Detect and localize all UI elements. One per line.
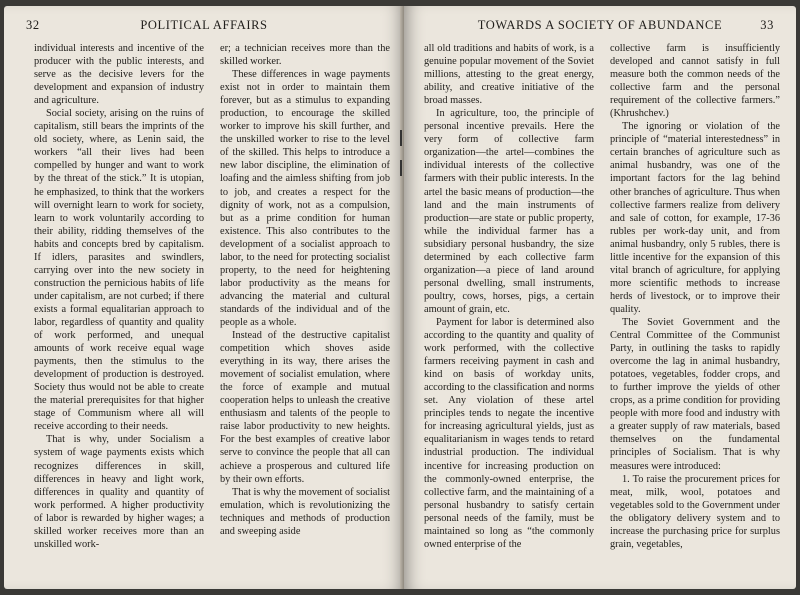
- right-page-number: 33: [760, 18, 774, 32]
- left-column-1: [34, 42, 204, 551]
- paragraph: The ignoring or violation of the principle of “material interestedness” in certain branches of agriculture such as animal husbandry, was one of the important factors for the lag behind other branches of agriculture. Thus when collective farmers realize from delivery and sale of cotton, for example, 17-36 rubles per work-day unit, and from animal husbandry, only 5 rubles, there is little incentive for the expansion of this vital branch of agriculture, for applying more scientific methods to increase herds of livestock, or to improve their quality.: [610, 121, 780, 315]
- left-running-head: POLITICAL AFFAIRS: [140, 18, 268, 32]
- paragraph: These differences in wage payments exist not in order to maintain them forever, but as a stimulus to expanding production, to encourage the skilled worker to improve his skill further, and the unskilled worker to rise to the level of the skilled. This helps to introduce a new labor discipline, the elimination of loafing and the aimless shifting from job to job, and creates a respect for the dignity of work, not as a compulsion, but as a prime condition for human existence. This also contributes to the development of a socialist approach to labor, to the need for protecting socialist property, to the need for heightening labor productivity as the means for advancing the material and cultural standards of the individual and of the people as a whole.: [220, 69, 390, 328]
- paragraph: all old traditions and habits of work, is a genuine popular movement of the Soviet millions, attesting to the great energy, ability, and creative initiative of the broad masses.: [424, 43, 594, 107]
- right-column-1: [424, 42, 594, 551]
- paragraph: collective farm is insufficiently developed and cannot satisfy in full measure both the common needs of the collective farm and the personal requirement of the collective farmers.” (Khrushchev.): [610, 43, 780, 120]
- paragraph: er; a technician receives more than the skilled worker.: [220, 43, 390, 68]
- gutter-mark: [400, 160, 402, 176]
- left-page-header: [26, 18, 382, 34]
- left-page: [4, 6, 404, 589]
- right-running-head: TOWARDS A SOCIETY OF ABUNDANCE: [477, 18, 723, 32]
- paragraph: The Soviet Government and the Central Committee of the Communist Party, in outlining the tasks to rapidly overcome the lag in animal husbandry, potatoes, vegetables, fodder crops, and to further improve the yields of other crops, as a prime condition for providing people with more food and industry with a greater supply of raw materials, based themselves on the fundamental principles of Socialism. That is why measures were introduced:: [610, 316, 780, 472]
- paragraph: That is why the movement of socialist emulation, which is revolutionizing the techniques and methods of production and sweeping aside: [220, 486, 390, 537]
- paragraph: 1. To raise the procurement prices for meat, milk, wool, potatoes and vegetables sold to the Government under the obligatory delivery system and to increase the purchasing price for surplus grain, vegetables,: [610, 473, 780, 550]
- left-column-2: [220, 42, 390, 538]
- paragraph: Social society, arising on the ruins of capitalism, still bears the imprints of the old society, where, as Lenin said, the workers “all their lives had been compelled by hunger and want to work by the threat of the stick.” It is utopian, he emphasized, to think that the workers will overnight learn to work for society, learn to work voluntarily according to their ability, ridding themselves of the habits and concepts bred by capitalism. If idlers, parasites and swindlers, carrying over into the new society in construction the pernicious habits of life under capitalism, are not curbed; if there exists a formal equalitarian approach to labor, regardless of quantity and quality of work performed, and unequal amounts of work receive equal wage payments, then the stimulus to the development of production is destroyed. Society thus would not be able to create the material prerequisites for that higher stage of Communism where all will receive according to their needs.: [34, 108, 204, 433]
- paragraph: Payment for labor is determined also according to the quantity and quality of work performed, with the collective farmers receiving payment in cash and kind on basis of workday units, according to the classification and norms set. Any violation of these artel principles tends to negate the incentive for increasing agricultural yields, just as equalitarianism in wages tends to retard industrial production. The individual incentive for increasing production on the commonly-owned enterprise, the collective farm, and the maintaining of a personal husbandry to satisfy certain personal needs of the family, must be maintained so long as “the commonly owned enterprise of the: [424, 316, 594, 550]
- paragraph: In agriculture, too, the principle of personal incentive prevails. Here the very form of collective farm organization—the artel—combines the individual interests of the collective farmers with their public interests. In the artel the basic means of production—the land and the main instruments of production—are state or public property, while the individual farmer has a subsidiary personal husbandry, the size determined by each collective farm organization—a piece of land around personal dwelling, small instruments, poultry, cows, horses, pigs, a certain amount of grain, etc.: [424, 108, 594, 315]
- paragraph: individual interests and incentive of the producer with the public interests, and serve as the decisive levers for the development and expansion of industry and agriculture.: [34, 43, 204, 107]
- left-page-number: 32: [26, 18, 40, 32]
- paragraph: That is why, under Socialism a system of wage payments exists which recognizes differences in skill, differences in heavy and light work, differences in quality and quantity of work performed. A higher productivity of labor is rewarded by higher wages; a skilled worker receives more than an unskilled work-: [34, 434, 204, 550]
- right-page: [404, 6, 796, 589]
- gutter-mark: [400, 130, 402, 146]
- right-column-2: [610, 42, 780, 551]
- right-page-header: [426, 18, 774, 34]
- paragraph: Instead of the destructive capitalist competition which shoves aside everything in its way, there arises the movement of socialist emulation, where the force of example and mutual cooperation helps to unleash the creative enthusiasm and talents of the people to raise labor productivity to new heights. For the best examples of creative labor serve to convince the people that all can achieve a prosperous and cultured life by their own efforts.: [220, 330, 390, 485]
